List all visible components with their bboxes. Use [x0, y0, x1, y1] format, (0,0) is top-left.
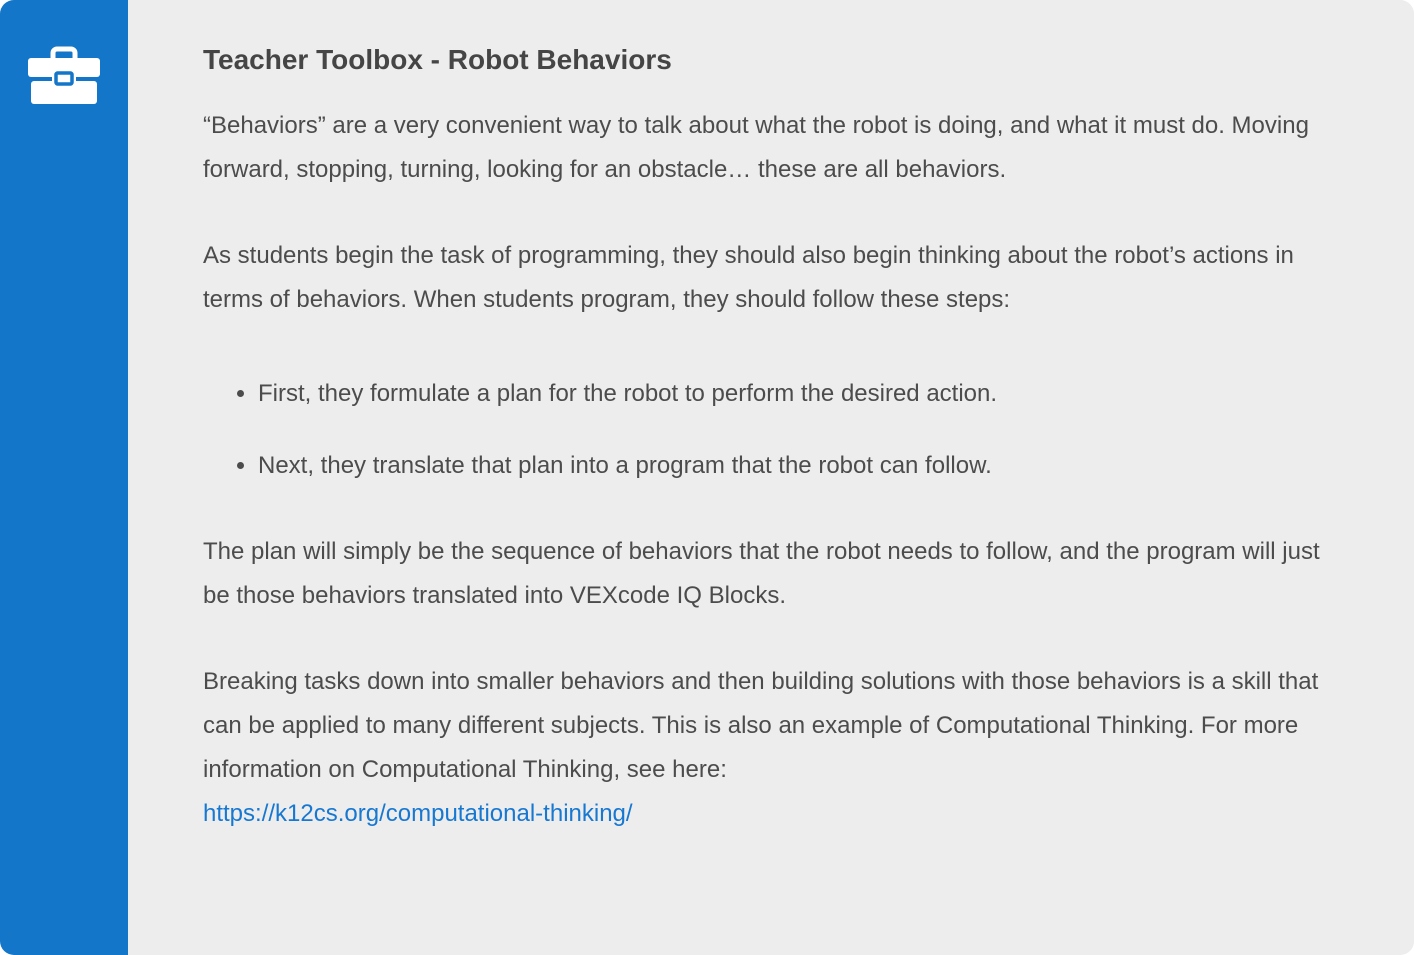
paragraph-breaking-tasks: Breaking tasks down into smaller behaviors and then building solutions with those behaviors is a skill that can be applied to many different subjects. This is also an example of Computational Thinking. For more information on Computational Thinking, see here:: [203, 668, 1319, 783]
steps-list: [203, 372, 1322, 488]
list-item-formulate-plan: • First, they formulate a plan for the robot to perform the desired action.: [258, 372, 1322, 416]
paragraph-students-begin: As students begin the task of programming, they should also begin thinking about the robot’s actions in terms of behaviors. When students program, they should follow these steps:: [203, 242, 1294, 313]
list-item-translate-plan: • Next, they translate that plan into a program that the robot can follow.: [258, 444, 1322, 488]
paragraph-plan-sequence: The plan will simply be the sequence of behaviors that the robot needs to follow, and the program will just be those behaviors translated into VEXcode IQ Blocks.: [203, 538, 1320, 609]
card-title: Teacher Toolbox - Robot Behaviors: [203, 44, 672, 75]
computational-thinking-link[interactable]: https://k12cs.org/computational-thinking/: [203, 800, 633, 827]
accent-sidebar: [0, 0, 128, 955]
card-content: [128, 0, 1414, 955]
paragraph-behaviors-intro: “Behaviors” are a very convenient way to talk about what the robot is doing, and what it must do. Moving forward, stopping, turning, looking for an obstacle… these are all behaviors.: [203, 112, 1309, 183]
toolbox-icon: [26, 46, 102, 106]
